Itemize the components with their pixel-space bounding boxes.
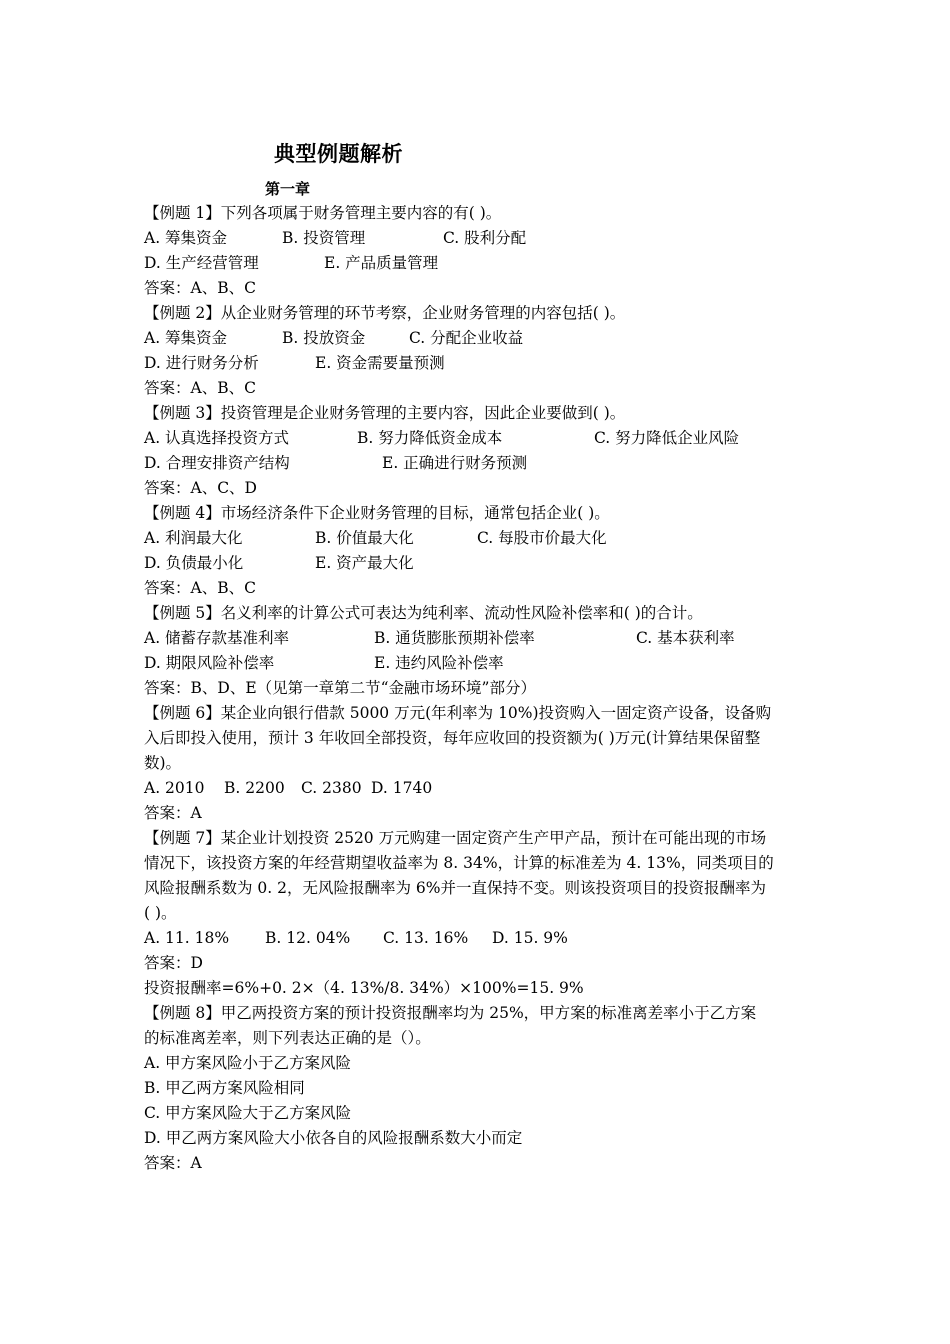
question-2-answer: 答案：A、B、C <box>144 379 256 397</box>
question-6-options <box>144 776 809 801</box>
q1-option-a: A. 筹集资金 <box>144 229 228 247</box>
question-1-answer: 答案：A、B、C <box>144 279 256 297</box>
question-8-answer: 答案：A <box>144 1154 202 1172</box>
question-5-stem: 【例题 5】名义利率的计算公式可表达为纯利率、流动性风险补偿率和( )的合计。 <box>144 604 703 622</box>
q1-option-c: C. 股利分配 <box>443 229 527 247</box>
q2-option-a: A. 筹集资金 <box>144 329 228 347</box>
q2-option-c: C. 分配企业收益 <box>409 329 524 347</box>
question-4-answer: 答案：A、B、C <box>144 579 256 597</box>
q5-option-d: D. 期限风险补偿率 <box>144 654 275 672</box>
q2-option-d: D. 进行财务分析 <box>144 354 259 372</box>
question-5-options-row2 <box>144 651 809 676</box>
q1-option-d: D. 生产经营管理 <box>144 254 259 272</box>
question-2-options-row1 <box>144 326 809 351</box>
q8-option-a: A. 甲方案风险小于乙方案风险 <box>144 1054 352 1072</box>
question-6-answer: 答案：A <box>144 804 202 822</box>
question-8-stem-line2: 的标准离差率，则下列表达正确的是（）。 <box>144 1029 431 1047</box>
question-3-options-row1 <box>144 426 809 451</box>
question-1-stem: 【例题 1】下列各项属于财务管理主要内容的有( )。 <box>144 204 502 222</box>
question-5-options-row1 <box>144 626 809 651</box>
question-3-options-row2 <box>144 451 809 476</box>
question-5-answer: 答案：B、D、E（见第一章第二节“金融市场环境”部分） <box>144 679 536 697</box>
q3-option-b: B. 努力降低资金成本 <box>357 429 503 447</box>
question-7-stem-line2: 情况下，该投资方案的年经营期望收益率为 8. 34%，计算的标准差为 4. 13%，同类项目的 <box>144 854 774 872</box>
question-8-stem-line1: 【例题 8】甲乙两投资方案的预计投资报酬率均为 25%，甲方案的标准离差率小于乙方案 <box>144 1004 757 1022</box>
question-7-calculation: 投资报酬率=6%+0. 2×（4. 13%/8. 34%）×100%=15. 9% <box>144 979 584 997</box>
q4-option-a: A. 利润最大化 <box>144 529 243 547</box>
question-1-options-row2 <box>144 251 809 276</box>
q3-option-a: A. 认真选择投资方式 <box>144 429 290 447</box>
q4-option-b: B. 价值最大化 <box>315 529 414 547</box>
question-7-stem-line3: 风险报酬系数为 0. 2，无风险报酬率为 6%并一直保持不变。则该投资项目的投资报酬率为 <box>144 879 767 897</box>
q4-option-d: D. 负债最小化 <box>144 554 244 572</box>
q3-option-d: D. 合理安排资产结构 <box>144 454 290 472</box>
q6-option-c: C. 2380 <box>301 779 362 797</box>
q6-option-b: B. 2200 <box>224 779 285 797</box>
q2-option-e: E. 资金需要量预测 <box>315 354 445 372</box>
chapter-heading: 第一章 <box>265 180 311 198</box>
question-2-stem: 【例题 2】从企业财务管理的环节考察，企业财务管理的内容包括( )。 <box>144 304 626 322</box>
q7-option-c: C. 13. 16% <box>383 929 469 947</box>
q6-option-d: D. 1740 <box>371 779 433 797</box>
q7-option-a: A. 11. 18% <box>144 929 230 947</box>
document-body <box>144 201 809 1176</box>
question-4-stem: 【例题 4】市场经济条件下企业财务管理的目标，通常包括企业( )。 <box>144 504 610 522</box>
q8-option-c: C. 甲方案风险大于乙方案风险 <box>144 1104 352 1122</box>
q8-option-d: D. 甲乙两方案风险大小依各自的风险报酬系数大小而定 <box>144 1129 523 1147</box>
q4-option-c: C. 每股市价最大化 <box>477 529 607 547</box>
q5-option-b: B. 通货膨胀预期补偿率 <box>374 629 535 647</box>
question-7-stem-line4: ( )。 <box>144 904 177 922</box>
question-2-options-row2 <box>144 351 809 376</box>
question-4-options-row2 <box>144 551 809 576</box>
question-6-stem-line3: 数)。 <box>144 754 182 772</box>
q7-option-b: B. 12. 04% <box>265 929 351 947</box>
q5-option-a: A. 储蓄存款基准利率 <box>144 629 290 647</box>
question-1-options-row1 <box>144 226 809 251</box>
q1-option-e: E. 产品质量管理 <box>324 254 439 272</box>
q1-option-b: B. 投资管理 <box>282 229 366 247</box>
question-3-stem: 【例题 3】投资管理是企业财务管理的主要内容，因此企业要做到( )。 <box>144 404 626 422</box>
q5-option-c: C. 基本获利率 <box>636 629 735 647</box>
question-7-options <box>144 926 809 951</box>
page-title: 典型例题解析 <box>274 141 403 166</box>
q2-option-b: B. 投放资金 <box>282 329 366 347</box>
q3-option-c: C. 努力降低企业风险 <box>594 429 740 447</box>
question-3-answer: 答案：A、C、D <box>144 479 257 497</box>
q7-option-d: D. 15. 9% <box>492 929 568 947</box>
question-7-stem-line1: 【例题 7】某企业计划投资 2520 万元购建一固定资产生产甲产品，预计在可能出现的市场 <box>144 829 767 847</box>
question-7-answer: 答案：D <box>144 954 203 972</box>
q5-option-e: E. 违约风险补偿率 <box>374 654 504 672</box>
question-6-stem-line2: 入后即投入使用，预计 3 年收回全部投资，每年应收回的投资额为( )万元(计算结果保留整 <box>144 729 761 747</box>
q4-option-e: E. 资产最大化 <box>315 554 414 572</box>
question-6-stem-line1: 【例题 6】某企业向银行借款 5000 万元(年利率为 10%)投资购入一固定资产设备，设备购 <box>144 704 772 722</box>
q8-option-b: B. 甲乙两方案风险相同 <box>144 1079 305 1097</box>
question-4-options-row1 <box>144 526 809 551</box>
q3-option-e: E. 正确进行财务预测 <box>382 454 528 472</box>
q6-option-a: A. 2010 <box>144 779 205 797</box>
